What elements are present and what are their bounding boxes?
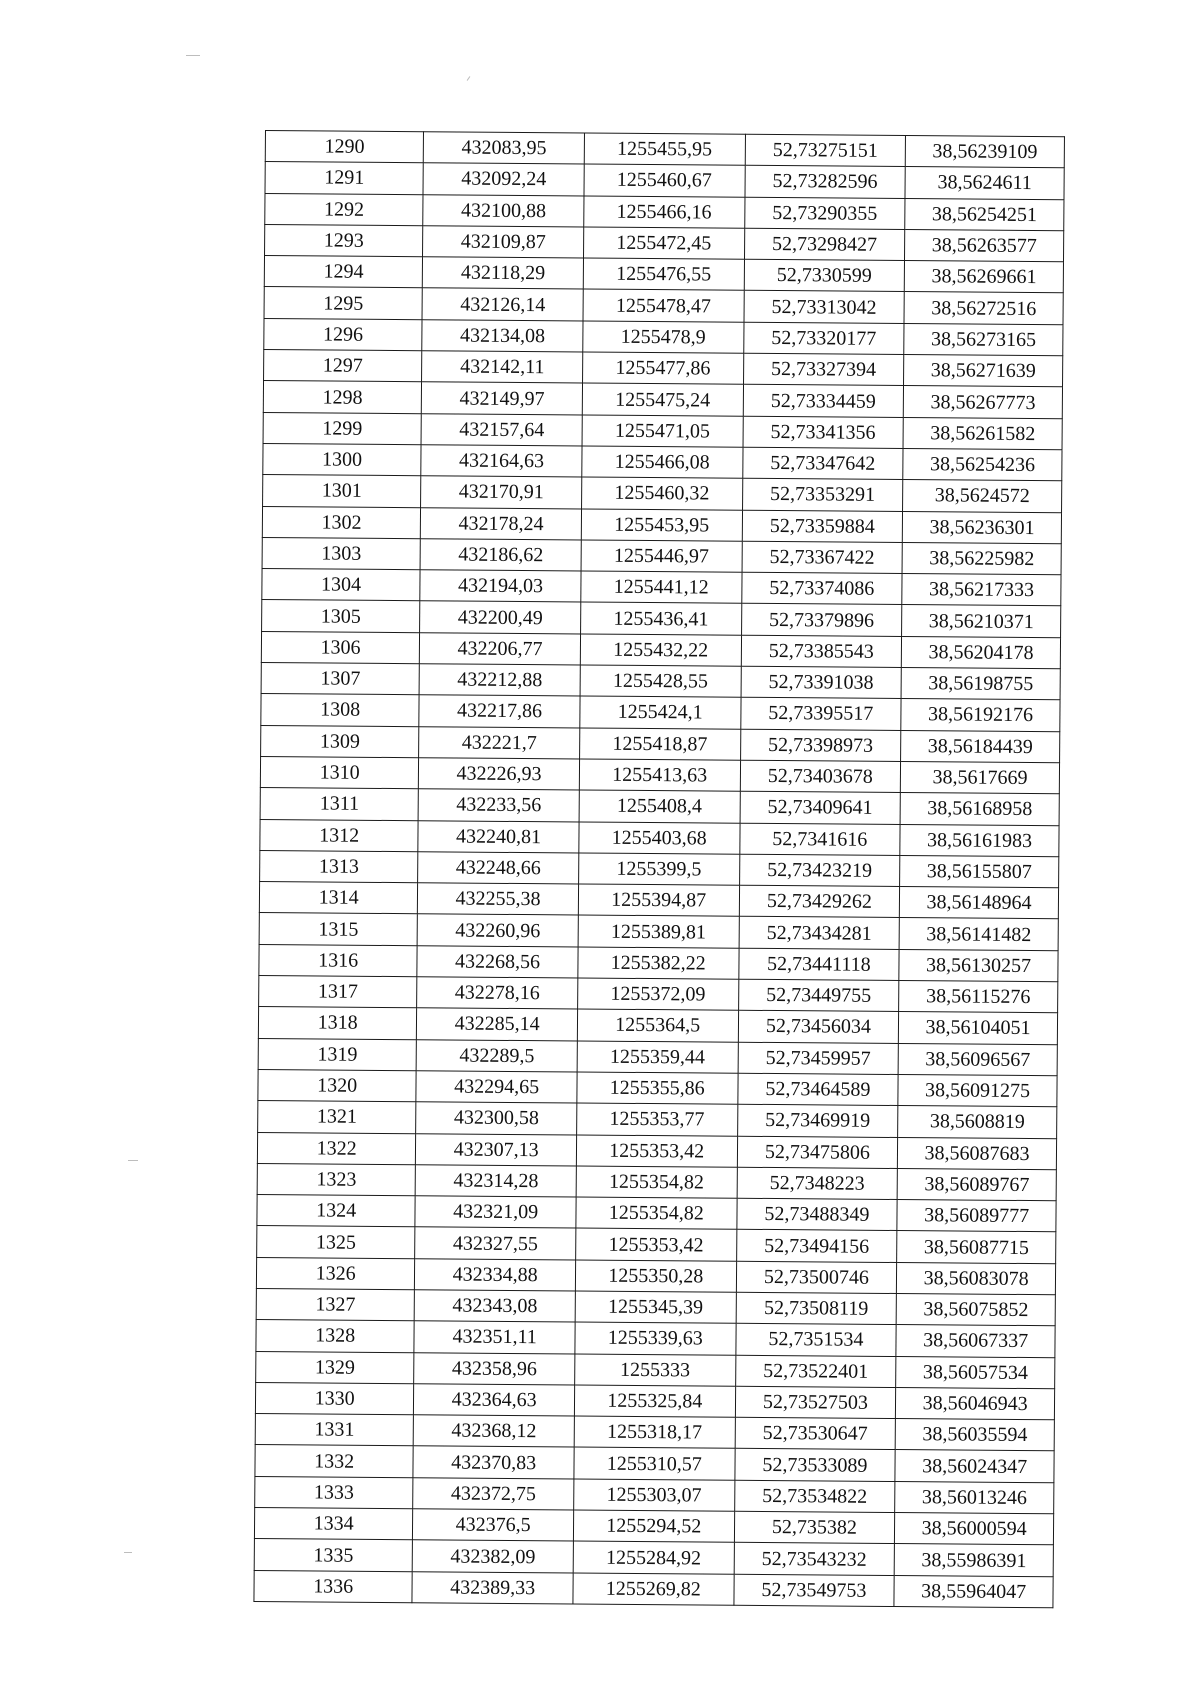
x-coordinate-cell: 432343,08 — [414, 1290, 575, 1323]
x-coordinate-cell: 432255,38 — [418, 883, 579, 916]
point-number-cell: 1296 — [264, 318, 423, 351]
x-coordinate-cell: 432212,88 — [419, 664, 580, 697]
y-coordinate-cell: 1255453,95 — [581, 509, 742, 542]
latitude-cell: 52,73403678 — [740, 760, 901, 793]
longitude-cell: 38,56087715 — [897, 1231, 1056, 1264]
point-number-cell: 1325 — [257, 1226, 416, 1259]
point-number-cell: 1323 — [257, 1163, 416, 1196]
x-coordinate-cell: 432194,03 — [420, 570, 581, 603]
y-coordinate-cell: 1255471,05 — [582, 415, 743, 448]
latitude-cell: 52,735382 — [734, 1511, 895, 1544]
x-coordinate-cell: 432164,63 — [421, 445, 582, 478]
latitude-cell: 52,73290355 — [744, 197, 905, 230]
y-coordinate-cell: 1255294,52 — [573, 1510, 734, 1543]
y-coordinate-cell: 1255359,44 — [577, 1041, 738, 1074]
x-coordinate-cell: 432142,11 — [422, 351, 583, 384]
x-coordinate-cell: 432200,49 — [420, 601, 581, 634]
x-coordinate-cell: 432285,14 — [417, 1008, 578, 1041]
y-coordinate-cell: 1255466,08 — [582, 446, 743, 479]
longitude-cell: 38,56083078 — [897, 1262, 1056, 1295]
latitude-cell: 52,73530647 — [735, 1417, 896, 1450]
latitude-cell: 52,73500746 — [736, 1261, 897, 1294]
table-body — [254, 131, 1065, 1608]
x-coordinate-cell: 432358,96 — [414, 1352, 575, 1385]
scan-artifact — [128, 1160, 138, 1161]
point-number-cell: 1329 — [256, 1351, 415, 1384]
latitude-cell: 52,73441118 — [738, 948, 899, 981]
point-number-cell: 1327 — [256, 1288, 415, 1321]
longitude-cell: 38,56225982 — [902, 542, 1061, 575]
point-number-cell: 1295 — [264, 287, 423, 320]
longitude-cell: 38,56148964 — [900, 887, 1059, 920]
x-coordinate-cell: 432368,12 — [414, 1415, 575, 1448]
longitude-cell: 38,56067337 — [896, 1325, 1055, 1358]
point-number-cell: 1324 — [257, 1195, 416, 1228]
point-number-cell: 1306 — [261, 631, 420, 664]
x-coordinate-cell: 432226,93 — [419, 758, 580, 791]
latitude-cell: 52,73434281 — [739, 917, 900, 950]
y-coordinate-cell: 1255284,92 — [573, 1541, 734, 1574]
latitude-cell: 52,73313042 — [744, 291, 905, 324]
y-coordinate-cell: 1255436,41 — [580, 602, 741, 635]
longitude-cell: 38,56272516 — [904, 292, 1063, 325]
point-number-cell: 1311 — [260, 788, 419, 821]
latitude-cell: 52,73522401 — [735, 1355, 896, 1388]
y-coordinate-cell: 1255466,16 — [584, 196, 745, 229]
x-coordinate-cell: 432370,83 — [413, 1446, 574, 1479]
point-number-cell: 1303 — [262, 537, 421, 570]
x-coordinate-cell: 432109,87 — [423, 226, 584, 259]
longitude-cell: 38,5624611 — [905, 167, 1064, 200]
latitude-cell: 52,73282596 — [745, 166, 906, 199]
latitude-cell: 52,73374086 — [741, 572, 902, 605]
longitude-cell: 38,56089767 — [897, 1168, 1056, 1201]
x-coordinate-cell: 432118,29 — [423, 257, 584, 290]
point-number-cell: 1316 — [259, 944, 418, 977]
latitude-cell: 52,73367422 — [742, 541, 903, 574]
x-coordinate-cell: 432300,58 — [416, 1102, 577, 1135]
y-coordinate-cell: 1255446,97 — [581, 540, 742, 573]
longitude-cell: 38,56236301 — [903, 511, 1062, 544]
point-number-cell: 1293 — [265, 224, 424, 257]
y-coordinate-cell: 1255460,32 — [581, 477, 742, 510]
x-coordinate-cell: 432157,64 — [421, 413, 582, 446]
point-number-cell: 1328 — [256, 1320, 415, 1353]
latitude-cell: 52,73534822 — [734, 1480, 895, 1513]
latitude-cell: 52,73379896 — [741, 604, 902, 637]
longitude-cell: 38,56046943 — [896, 1387, 1055, 1420]
latitude-cell: 52,73395517 — [740, 698, 901, 731]
y-coordinate-cell: 1255353,77 — [577, 1103, 738, 1136]
y-coordinate-cell: 1255318,17 — [574, 1416, 735, 1449]
y-coordinate-cell: 1255353,42 — [576, 1134, 737, 1167]
latitude-cell: 52,7341616 — [739, 823, 900, 856]
latitude-cell: 52,73398973 — [740, 729, 901, 762]
x-coordinate-cell: 432260,96 — [417, 914, 578, 947]
latitude-cell: 52,73353291 — [742, 479, 903, 512]
longitude-cell: 38,56254236 — [903, 448, 1062, 481]
latitude-cell: 52,73549753 — [733, 1574, 894, 1607]
longitude-cell: 38,56013246 — [895, 1481, 1054, 1514]
point-number-cell: 1336 — [254, 1570, 413, 1603]
latitude-cell: 52,73391038 — [741, 666, 902, 699]
longitude-cell: 38,56217333 — [902, 574, 1061, 607]
y-coordinate-cell: 1255475,24 — [582, 383, 743, 416]
y-coordinate-cell: 1255333 — [575, 1354, 736, 1387]
latitude-cell: 52,7351534 — [735, 1324, 896, 1357]
latitude-cell: 52,73334459 — [743, 385, 904, 418]
y-coordinate-cell: 1255432,22 — [580, 634, 741, 667]
y-coordinate-cell: 1255424,1 — [580, 696, 741, 729]
y-coordinate-cell: 1255355,86 — [577, 1072, 738, 1105]
longitude-cell: 38,56075852 — [896, 1293, 1055, 1326]
latitude-cell: 52,73494156 — [736, 1230, 897, 1263]
latitude-cell: 52,7330599 — [744, 259, 905, 292]
scan-artifact — [186, 55, 200, 56]
y-coordinate-cell: 1255408,4 — [579, 790, 740, 823]
longitude-cell: 38,56239109 — [905, 136, 1064, 169]
point-number-cell: 1334 — [254, 1508, 413, 1541]
longitude-cell: 38,56087683 — [898, 1137, 1057, 1170]
x-coordinate-cell: 432100,88 — [423, 194, 584, 227]
point-number-cell: 1305 — [262, 600, 421, 633]
longitude-cell: 38,56184439 — [901, 730, 1060, 763]
latitude-cell: 52,73464589 — [737, 1073, 898, 1106]
y-coordinate-cell: 1255345,39 — [575, 1291, 736, 1324]
y-coordinate-cell: 1255394,87 — [578, 884, 739, 917]
coordinates-table — [253, 130, 1065, 1608]
y-coordinate-cell: 1255310,57 — [574, 1447, 735, 1480]
point-number-cell: 1319 — [258, 1038, 417, 1071]
point-number-cell: 1301 — [263, 475, 422, 508]
x-coordinate-cell: 432351,11 — [414, 1321, 575, 1354]
longitude-cell: 38,56096567 — [898, 1043, 1057, 1076]
longitude-cell: 38,56192176 — [901, 699, 1060, 732]
longitude-cell: 38,56089777 — [897, 1200, 1056, 1233]
y-coordinate-cell: 1255389,81 — [578, 915, 739, 948]
longitude-cell: 38,56267773 — [904, 386, 1063, 419]
y-coordinate-cell: 1255399,5 — [579, 853, 740, 886]
latitude-cell: 52,73429262 — [739, 885, 900, 918]
y-coordinate-cell: 1255353,42 — [576, 1228, 737, 1261]
point-number-cell: 1322 — [257, 1132, 416, 1165]
latitude-cell: 52,73456034 — [738, 1011, 899, 1044]
point-number-cell: 1310 — [260, 756, 419, 789]
point-number-cell: 1294 — [264, 256, 423, 289]
point-number-cell: 1292 — [265, 193, 424, 226]
latitude-cell: 52,73385543 — [741, 635, 902, 668]
point-number-cell: 1330 — [255, 1382, 414, 1415]
latitude-cell: 52,73459957 — [738, 1042, 899, 1075]
x-coordinate-cell: 432149,97 — [422, 382, 583, 415]
y-coordinate-cell: 1255476,55 — [583, 258, 744, 291]
y-coordinate-cell: 1255354,82 — [576, 1166, 737, 1199]
latitude-cell: 52,73469919 — [737, 1104, 898, 1137]
longitude-cell: 38,56104051 — [899, 1012, 1058, 1045]
point-number-cell: 1297 — [264, 350, 423, 383]
longitude-cell: 38,56000594 — [895, 1513, 1054, 1546]
latitude-cell: 52,73533089 — [734, 1449, 895, 1482]
y-coordinate-cell: 1255477,86 — [582, 352, 743, 385]
point-number-cell: 1309 — [261, 725, 420, 758]
x-coordinate-cell: 432126,14 — [422, 288, 583, 321]
longitude-cell: 38,56057534 — [896, 1356, 1055, 1389]
y-coordinate-cell: 1255303,07 — [574, 1479, 735, 1512]
latitude-cell: 52,73527503 — [735, 1386, 896, 1419]
point-number-cell: 1318 — [258, 1007, 417, 1040]
x-coordinate-cell: 432178,24 — [421, 507, 582, 540]
latitude-cell: 52,7348223 — [737, 1167, 898, 1200]
y-coordinate-cell: 1255472,45 — [583, 227, 744, 260]
longitude-cell: 38,56130257 — [899, 949, 1058, 982]
x-coordinate-cell: 432248,66 — [418, 852, 579, 885]
scan-artifact — [124, 1552, 132, 1553]
y-coordinate-cell: 1255428,55 — [580, 665, 741, 698]
longitude-cell: 38,56168958 — [900, 793, 1059, 826]
longitude-cell: 38,55964047 — [894, 1575, 1053, 1608]
longitude-cell: 38,56204178 — [902, 636, 1061, 669]
x-coordinate-cell: 432382,09 — [413, 1540, 574, 1573]
latitude-cell: 52,73320177 — [743, 322, 904, 355]
longitude-cell: 38,5617669 — [901, 761, 1060, 794]
point-number-cell: 1333 — [255, 1476, 414, 1509]
x-coordinate-cell: 432327,55 — [415, 1227, 576, 1260]
x-coordinate-cell: 432364,63 — [414, 1384, 575, 1417]
y-coordinate-cell: 1255354,82 — [576, 1197, 737, 1230]
y-coordinate-cell: 1255478,9 — [583, 321, 744, 354]
point-number-cell: 1307 — [261, 663, 420, 696]
x-coordinate-cell: 432134,08 — [422, 320, 583, 353]
longitude-cell: 38,56091275 — [898, 1074, 1057, 1107]
y-coordinate-cell: 1255339,63 — [575, 1322, 736, 1355]
scan-artifact — [467, 76, 471, 81]
y-coordinate-cell: 1255413,63 — [579, 759, 740, 792]
longitude-cell: 38,56024347 — [895, 1450, 1054, 1483]
longitude-cell: 38,56254251 — [905, 198, 1064, 231]
x-coordinate-cell: 432240,81 — [418, 820, 579, 853]
longitude-cell: 38,56273165 — [904, 323, 1063, 356]
longitude-cell: 38,56035594 — [895, 1419, 1054, 1452]
point-number-cell: 1291 — [265, 162, 424, 195]
y-coordinate-cell: 1255441,12 — [581, 571, 742, 604]
point-number-cell: 1304 — [262, 569, 421, 602]
latitude-cell: 52,73298427 — [744, 228, 905, 261]
point-number-cell: 1290 — [265, 131, 424, 164]
latitude-cell: 52,73449755 — [738, 979, 899, 1012]
x-coordinate-cell: 432376,5 — [413, 1509, 574, 1542]
longitude-cell: 38,56161983 — [900, 824, 1059, 857]
longitude-cell: 38,5608819 — [898, 1106, 1057, 1139]
y-coordinate-cell: 1255382,22 — [578, 947, 739, 980]
x-coordinate-cell: 432278,16 — [417, 977, 578, 1010]
y-coordinate-cell: 1255325,84 — [574, 1385, 735, 1418]
longitude-cell: 38,56210371 — [902, 605, 1061, 638]
y-coordinate-cell: 1255269,82 — [573, 1573, 734, 1606]
point-number-cell: 1302 — [262, 506, 421, 539]
longitude-cell: 38,56261582 — [903, 417, 1062, 450]
point-number-cell: 1313 — [260, 850, 419, 883]
latitude-cell: 52,73409641 — [740, 791, 901, 824]
latitude-cell: 52,73327394 — [743, 353, 904, 386]
latitude-cell: 52,73359884 — [742, 510, 903, 543]
x-coordinate-cell: 432217,86 — [419, 695, 580, 728]
x-coordinate-cell: 432334,88 — [415, 1258, 576, 1291]
y-coordinate-cell: 1255460,67 — [584, 164, 745, 197]
y-coordinate-cell: 1255403,68 — [579, 822, 740, 855]
point-number-cell: 1320 — [258, 1069, 417, 1102]
latitude-cell: 52,73543232 — [734, 1543, 895, 1576]
y-coordinate-cell: 1255455,95 — [584, 133, 745, 166]
point-number-cell: 1314 — [259, 882, 418, 915]
point-number-cell: 1321 — [258, 1101, 417, 1134]
x-coordinate-cell: 432083,95 — [424, 132, 585, 165]
latitude-cell: 52,73488349 — [736, 1198, 897, 1231]
point-number-cell: 1332 — [255, 1445, 414, 1478]
point-number-cell: 1331 — [255, 1414, 414, 1447]
table-row — [254, 1570, 1053, 1608]
point-number-cell: 1326 — [256, 1257, 415, 1290]
x-coordinate-cell: 432372,75 — [413, 1477, 574, 1510]
x-coordinate-cell: 432294,65 — [416, 1071, 577, 1104]
point-number-cell: 1298 — [263, 381, 422, 414]
x-coordinate-cell: 432314,28 — [415, 1165, 576, 1198]
point-number-cell: 1317 — [259, 975, 418, 1008]
latitude-cell: 52,73508119 — [736, 1292, 897, 1325]
latitude-cell: 52,73275151 — [745, 134, 906, 167]
x-coordinate-cell: 432321,09 — [415, 1196, 576, 1229]
x-coordinate-cell: 432268,56 — [417, 945, 578, 978]
y-coordinate-cell: 1255372,09 — [578, 978, 739, 1011]
point-number-cell: 1312 — [260, 819, 419, 852]
point-number-cell: 1299 — [263, 412, 422, 445]
x-coordinate-cell: 432289,5 — [416, 1039, 577, 1072]
point-number-cell: 1335 — [254, 1539, 413, 1572]
x-coordinate-cell: 432221,7 — [419, 726, 580, 759]
x-coordinate-cell: 432307,13 — [416, 1133, 577, 1166]
y-coordinate-cell: 1255418,87 — [579, 728, 740, 761]
x-coordinate-cell: 432206,77 — [420, 632, 581, 665]
latitude-cell: 52,73347642 — [742, 447, 903, 480]
x-coordinate-cell: 432092,24 — [423, 163, 584, 196]
x-coordinate-cell: 432170,91 — [421, 476, 582, 509]
point-number-cell: 1308 — [261, 694, 420, 727]
y-coordinate-cell: 1255364,5 — [577, 1009, 738, 1042]
point-number-cell: 1315 — [259, 913, 418, 946]
x-coordinate-cell: 432186,62 — [420, 539, 581, 572]
longitude-cell: 38,5624572 — [903, 480, 1062, 513]
longitude-cell: 38,55986391 — [894, 1544, 1053, 1577]
x-coordinate-cell: 432389,33 — [412, 1571, 573, 1604]
longitude-cell: 38,56115276 — [899, 981, 1058, 1014]
latitude-cell: 52,73475806 — [737, 1136, 898, 1169]
longitude-cell: 38,56269661 — [904, 261, 1063, 294]
longitude-cell: 38,56155807 — [900, 855, 1059, 888]
point-number-cell: 1300 — [263, 443, 422, 476]
y-coordinate-cell: 1255350,28 — [575, 1260, 736, 1293]
longitude-cell: 38,56263577 — [905, 229, 1064, 262]
y-coordinate-cell: 1255478,47 — [583, 289, 744, 322]
longitude-cell: 38,56198755 — [901, 668, 1060, 701]
longitude-cell: 38,56271639 — [904, 355, 1063, 388]
longitude-cell: 38,56141482 — [899, 918, 1058, 951]
latitude-cell: 52,73341356 — [743, 416, 904, 449]
x-coordinate-cell: 432233,56 — [418, 789, 579, 822]
latitude-cell: 52,73423219 — [739, 854, 900, 887]
